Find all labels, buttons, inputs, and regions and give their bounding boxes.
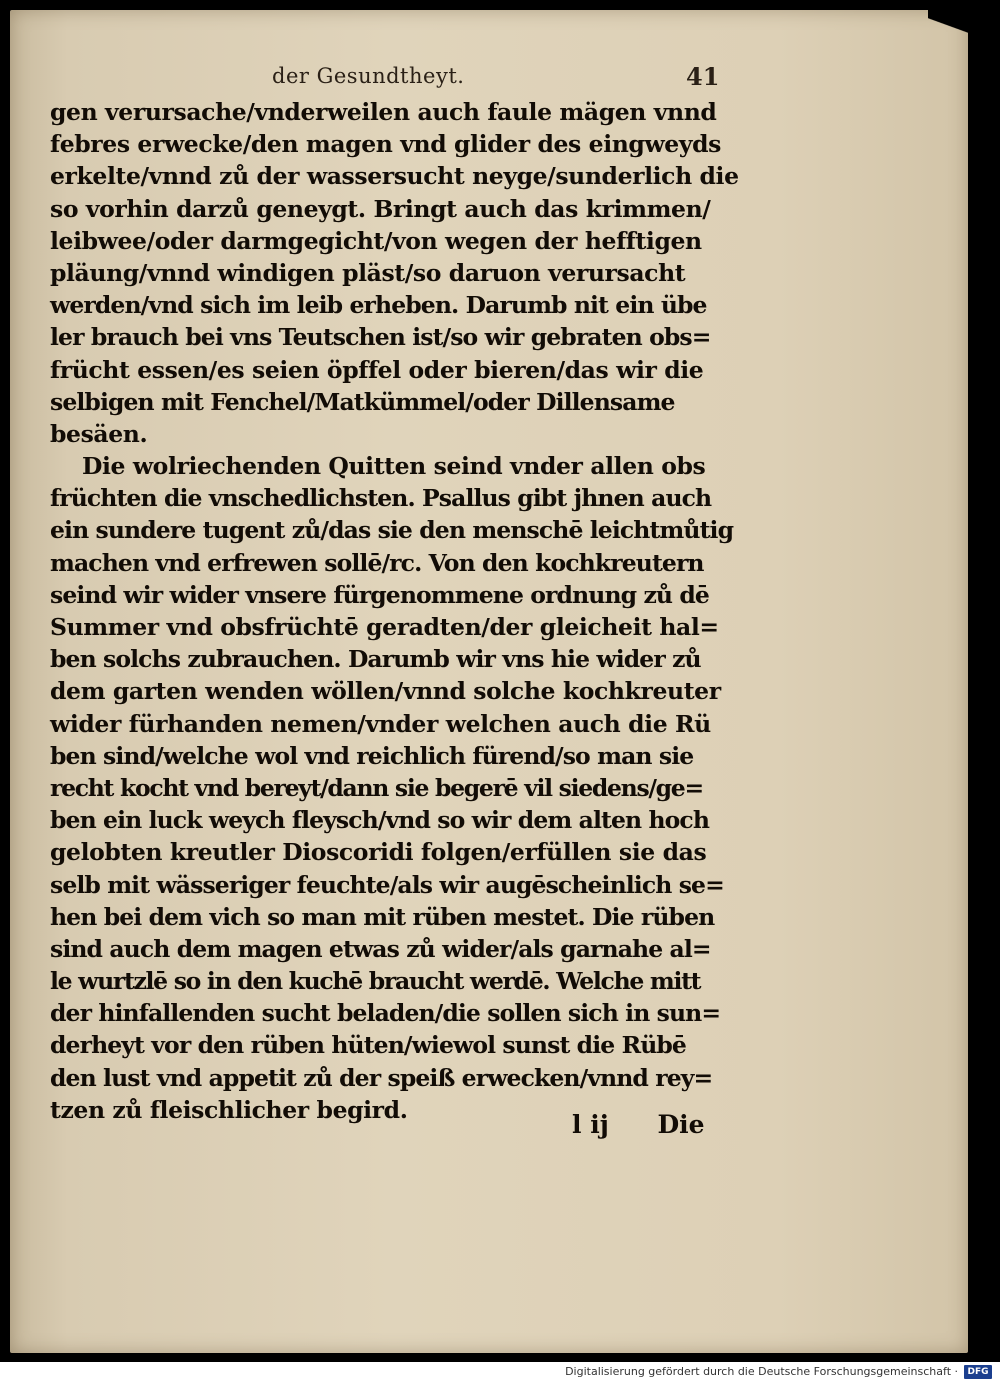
text-line: so vorhin darzů geneygt. Bringt auch das krimmen/ bbox=[50, 194, 711, 223]
text-line: frücht essen/es seien öpffel oder bieren/das wir die bbox=[50, 355, 704, 384]
text-line: gen verursache/vnderweilen auch faule mägen vnnd bbox=[50, 98, 717, 126]
signature-mark: l ij bbox=[572, 1110, 609, 1139]
body-text bbox=[50, 96, 739, 1126]
text-line: selbigen mit Fenchel/Matkümmel/oder Dillensame bbox=[50, 387, 675, 416]
text-line: erkelte/vnnd zů der wassersucht neyge/sunderlich die bbox=[50, 162, 739, 191]
text-line: ben sind/welche wol vnd reichlich fürend/so man sie bbox=[50, 741, 694, 770]
text-line: ler brauch bei vns Teutschen ist/so wir gebraten obs= bbox=[50, 323, 711, 352]
text-line: sind auch dem magen etwas zů wider/als garnahe al= bbox=[50, 934, 711, 963]
text-line: tzen zů fleischlicher begird. bbox=[50, 1095, 408, 1124]
footer-bar bbox=[0, 1362, 1000, 1383]
text-line: besäen. bbox=[50, 419, 148, 448]
text-line: ein sundere tugent zů/das sie den menschē leichtmůtig bbox=[50, 516, 734, 545]
text-line: le wurtzlē so in den kuchē braucht werdē. Welche mitt bbox=[50, 967, 701, 996]
text-line: den lust vnd appetit zů der speiß erwecken/vnnd rey= bbox=[50, 1063, 713, 1092]
text-line: der hinfallenden sucht beladen/die sollen sich in sun= bbox=[50, 999, 721, 1028]
page-number: 41 bbox=[686, 62, 720, 91]
text-line: ben solchs zubrauchen. Darumb wir vns hie wider zů bbox=[50, 645, 701, 674]
text-line: früchten die vnschedlichsten. Psallus gibt jhnen auch bbox=[50, 484, 712, 513]
text-line: febres erwecke/den magen vnd glider des eingweyds bbox=[50, 130, 721, 159]
text-line: machen vnd erfrewen sollē/rc. Von den kochkreutern bbox=[50, 548, 704, 577]
text-line: recht kocht vnd bereyt/dann sie begerē vil siedens/ge= bbox=[50, 773, 703, 802]
text-line: wider fürhanden nemen/vnder welchen auch die Rü bbox=[50, 709, 711, 738]
funding-credit: Digitalisierung gefördert durch die Deutsche Forschungsgemeinschaft · bbox=[565, 1365, 958, 1378]
catchword-line bbox=[572, 1110, 705, 1139]
text-line: werden/vnd sich im leib erheben. Darumb nit ein übe bbox=[50, 291, 707, 320]
text-line: pläung/vnnd windigen pläst/so daruon verursacht bbox=[50, 258, 686, 287]
text-line: dem garten wenden wöllen/vnnd solche kochkreuter bbox=[50, 677, 721, 706]
paragraph-start-line: Die wolriechenden Quitten seind vnder allen obs bbox=[82, 452, 706, 481]
text-line: selb mit wässeriger feuchte/als wir augēscheinlich se= bbox=[50, 870, 724, 899]
text-line: seind wir wider vnsere fürgenommene ordnung zů dē bbox=[50, 580, 709, 609]
text-line: Summer vnd obsfrüchtē geradten/der gleicheit hal= bbox=[50, 613, 719, 641]
catchword: Die bbox=[657, 1110, 705, 1139]
text-line: derheyt vor den rüben hüten/wiewol sunst die Rübē bbox=[50, 1031, 686, 1060]
running-head: der Gesundtheyt. bbox=[272, 64, 465, 88]
dfg-logo: DFG bbox=[964, 1365, 992, 1379]
text-line: ben ein luck weych fleysch/vnd so wir dem alten hoch bbox=[50, 806, 710, 835]
text-line: leibwee/oder darmgegicht/von wegen der hefftigen bbox=[50, 226, 702, 255]
text-line: hen bei dem vich so man mit rüben mestet. Die rüben bbox=[50, 902, 715, 931]
text-line: gelobten kreutler Dioscoridi folgen/erfüllen sie das bbox=[50, 838, 707, 867]
torn-page-corner bbox=[928, 10, 968, 70]
